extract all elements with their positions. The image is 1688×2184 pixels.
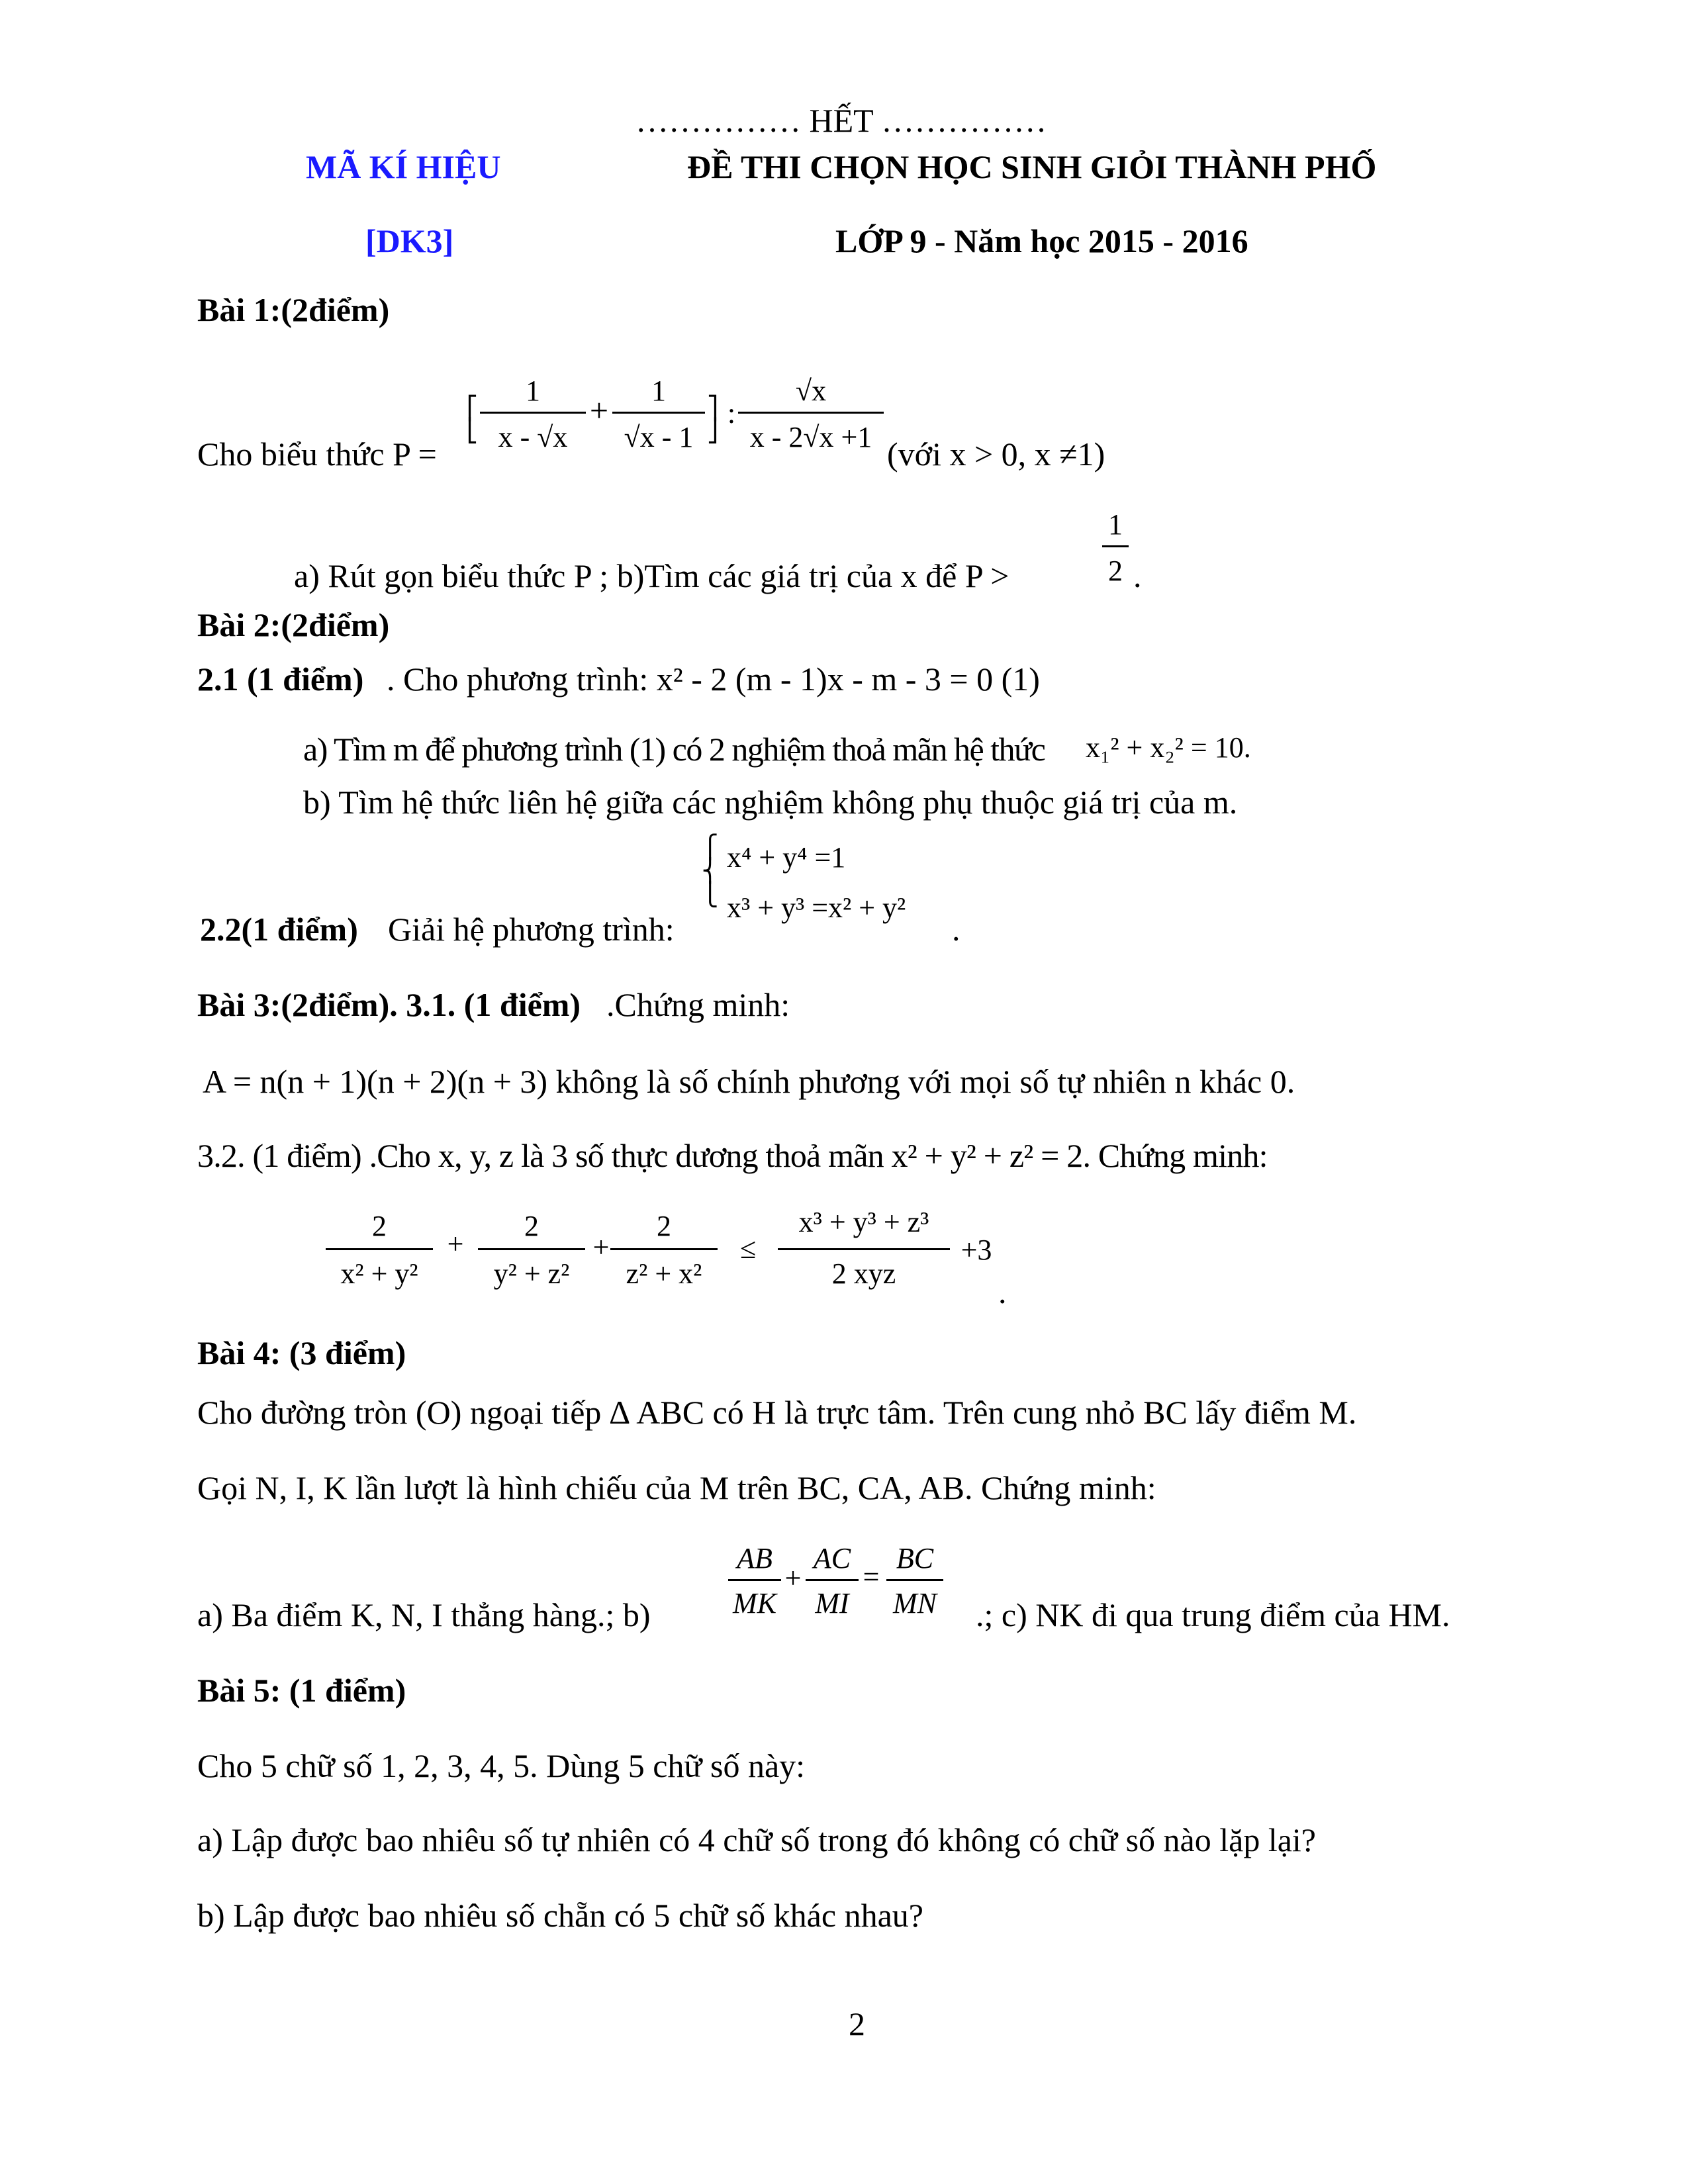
frac3-bar bbox=[738, 412, 884, 414]
bai1-intro: Cho biểu thức P = bbox=[197, 435, 437, 473]
exam-subtitle: LỚP 9 - Năm học 2015 - 2016 bbox=[835, 222, 1248, 259]
p31-text: A = n(n + 1)(n + 2)(n + 3) không là số chính phương với mọi số tự nhiên n khác 0. bbox=[203, 1063, 1295, 1100]
frac2-den: √x - 1 bbox=[624, 421, 694, 453]
ineq-bar2 bbox=[478, 1248, 585, 1250]
ineq-num3: 2 bbox=[657, 1210, 671, 1242]
bai1-dot: . bbox=[1133, 557, 1142, 594]
bai4-line2: Gọi N, I, K lần lượt là hình chiếu của M trên BC, CA, AB. Chứng minh: bbox=[197, 1469, 1156, 1506]
f2-den: MI bbox=[815, 1587, 849, 1619]
bai1-question: a) Rút gọn biểu thức P ; b)Tìm các giá trị của x để P > bbox=[294, 557, 1009, 594]
ineq-num2: 2 bbox=[524, 1210, 539, 1242]
p21-b: b) Tìm hệ thức liên hệ giữa các nghiệm không phụ thuộc giá trị của m. bbox=[303, 784, 1238, 821]
p22-text: Giải hệ phương trình: bbox=[388, 911, 675, 948]
bai3-title-tail: .Chứng minh: bbox=[606, 986, 790, 1023]
rhs-den: 2 xyz bbox=[831, 1257, 896, 1290]
frac3-den: x - 2√x +1 bbox=[749, 421, 872, 453]
bai4-part-c: .; c) NK đi qua trung điểm của HM. bbox=[976, 1596, 1450, 1633]
p21-text: . Cho phương trình: x² - 2 (m - 1)x - m - 3 = 0 (1) bbox=[387, 660, 1040, 698]
bai5-line-a: a) Lập được bao nhiêu số tự nhiên có 4 chữ số trong đó không có chữ số nào lặp lại? bbox=[197, 1821, 1316, 1858]
frac1-den: x - √x bbox=[498, 421, 568, 453]
sys-eq1: x⁴ + y⁴ =1 bbox=[727, 841, 846, 874]
bai1-condition: (với x > 0, x ≠1) bbox=[887, 435, 1105, 473]
bai2-title: Bài 2:(2điểm) bbox=[197, 606, 390, 643]
f1-num: AB bbox=[737, 1542, 773, 1574]
frac2-num: 1 bbox=[651, 375, 666, 407]
ineq-leq: ≤ bbox=[739, 1232, 757, 1265]
f1-den: MK bbox=[733, 1587, 776, 1619]
bai1-title: Bài 1:(2điểm) bbox=[197, 291, 390, 328]
f3-num: BC bbox=[896, 1542, 934, 1574]
half-den: 2 bbox=[1108, 555, 1123, 587]
ineq-bar1 bbox=[326, 1248, 433, 1250]
ineq-den3: z² + x² bbox=[626, 1257, 702, 1290]
end-line: …………… HẾT …………… bbox=[635, 102, 1047, 139]
code-value: [DK3] bbox=[365, 222, 454, 259]
ineq-plus2: + bbox=[592, 1231, 610, 1263]
bai3-title: Bài 3:(2điểm). 3.1. (1 điểm) bbox=[197, 986, 581, 1023]
exam-title: ĐỀ THI CHỌN HỌC SINH GIỎI THÀNH PHỐ bbox=[687, 148, 1377, 185]
f3-den: MN bbox=[893, 1587, 937, 1619]
f3-bar bbox=[886, 1579, 943, 1581]
code-label: MÃ KÍ HIỆU bbox=[306, 148, 501, 185]
half-bar bbox=[1102, 545, 1129, 547]
half-num: 1 bbox=[1108, 508, 1123, 541]
bai4-part-a: a) Ba điểm K, N, I thẳng hàng.; b) bbox=[197, 1596, 651, 1633]
f-eq: = bbox=[863, 1561, 880, 1593]
ineq-bar3 bbox=[610, 1248, 718, 1250]
frac3-num: √x bbox=[795, 375, 827, 407]
frac1-num: 1 bbox=[526, 375, 540, 407]
p22-label: 2.2(1 điểm) bbox=[200, 911, 358, 948]
rhs-tail: +3 bbox=[961, 1234, 992, 1266]
bracket-right-icon: ⎤ ⎦ bbox=[707, 395, 718, 444]
p22-dot: . bbox=[952, 911, 961, 948]
colon-sign: : bbox=[727, 397, 736, 430]
bai5-line-b: b) Lập được bao nhiêu số chẵn có 5 chữ số khác nhau? bbox=[197, 1897, 923, 1934]
p21-label: 2.1 (1 điểm) bbox=[197, 660, 364, 698]
f2-num: AC bbox=[813, 1542, 851, 1574]
bai4-title: Bài 4: (3 điểm) bbox=[197, 1334, 406, 1371]
page-number: 2 bbox=[849, 2005, 865, 2042]
p21-a: a) Tìm m để phương trình (1) có 2 nghiệm thoả mãn hệ thức bbox=[303, 731, 1045, 768]
bai5-title: Bài 5: (1 điểm) bbox=[197, 1672, 406, 1709]
p21-a-expr: x₁² + x₂² = 10. bbox=[1086, 731, 1251, 764]
frac1-bar bbox=[480, 412, 586, 414]
ineq-plus1: + bbox=[447, 1228, 464, 1260]
f-plus: + bbox=[784, 1562, 802, 1594]
bracket-left-icon: ⎡ ⎣ bbox=[467, 395, 478, 444]
bai5-line1: Cho 5 chữ số 1, 2, 3, 4, 5. Dùng 5 chữ số này: bbox=[197, 1747, 806, 1784]
brace-icon: ⎧ ⎨ ⎩ bbox=[702, 834, 719, 908]
ineq-dot: . bbox=[998, 1273, 1007, 1310]
frac2-bar bbox=[612, 412, 705, 414]
rhs-num: x³ + y³ + z³ bbox=[798, 1206, 929, 1238]
p32-text: 3.2. (1 điểm) .Cho x, y, z là 3 số thực dương thoả mãn x² + y² + z² = 2. Chứng minh: bbox=[197, 1137, 1268, 1174]
plus-sign: + bbox=[589, 392, 609, 429]
rhs-bar bbox=[778, 1248, 950, 1250]
f1-bar bbox=[728, 1579, 781, 1581]
f2-bar bbox=[806, 1579, 859, 1581]
ineq-den2: y² + z² bbox=[493, 1257, 570, 1290]
bai4-line1: Cho đường tròn (O) ngoại tiếp ∆ ABC có H là trực tâm. Trên cung nhỏ BC lấy điểm M. bbox=[197, 1394, 1357, 1431]
sys-eq2: x³ + y³ =x² + y² bbox=[727, 891, 906, 924]
ineq-den1: x² + y² bbox=[340, 1257, 418, 1290]
ineq-num1: 2 bbox=[372, 1210, 387, 1242]
